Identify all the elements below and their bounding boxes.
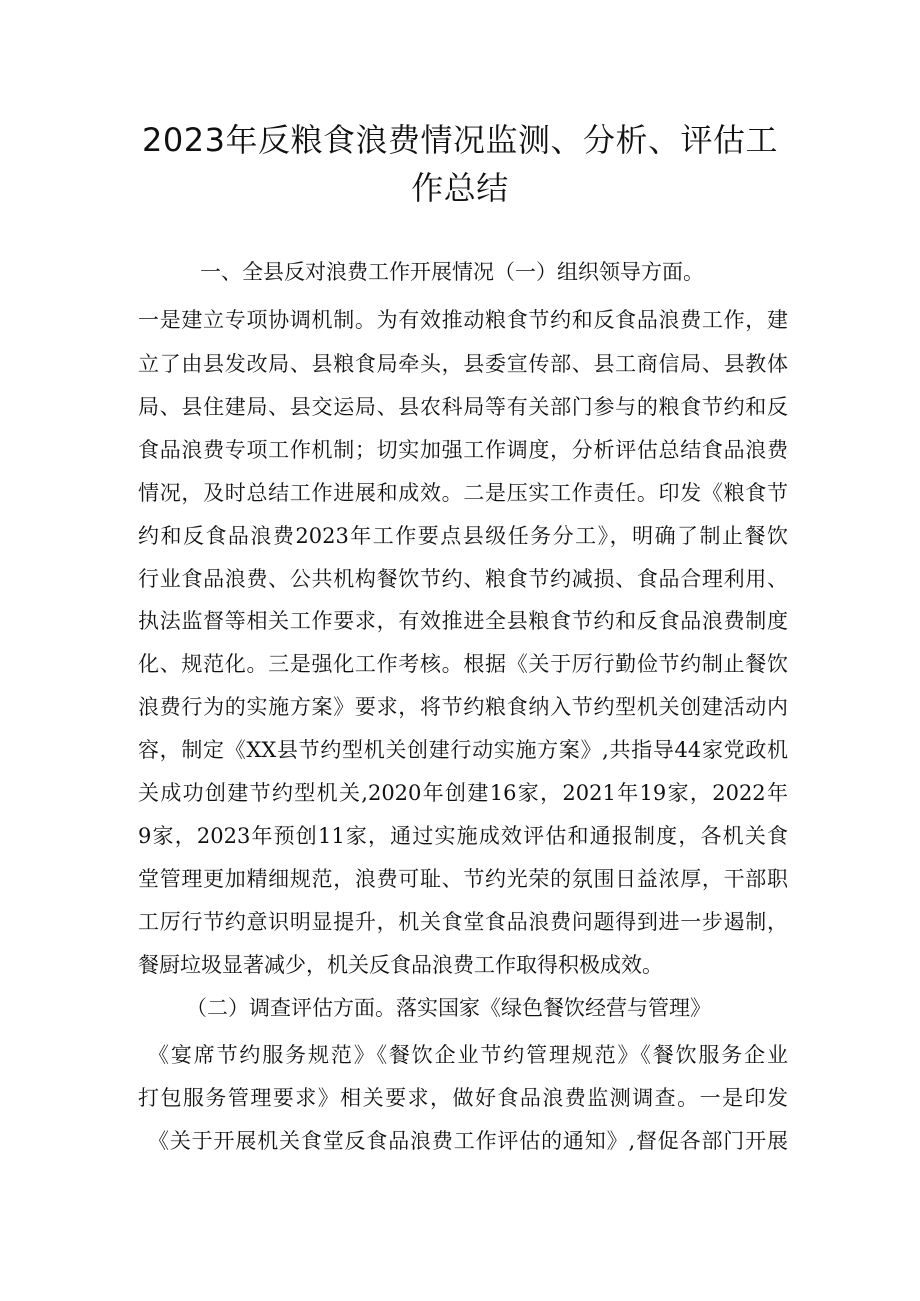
- paragraph-line: 食品浪费专项工作机制；切实加强工作调度，分析评估总结食品浪费: [138, 438, 788, 462]
- document-title-line-2: 作总结: [411, 169, 509, 207]
- paragraph-line: 情况，及时总结工作进展和成效。二是压实工作责任。印发《粮食节: [138, 481, 788, 505]
- paragraph-line: 工厉行节约意识明显提升，机关食堂食品浪费问题得到进一步遏制，: [138, 910, 788, 934]
- section-heading: （二）调查评估方面。落实国家《绿色餐饮经营与管理》: [186, 996, 711, 1020]
- paragraph-line: 行业食品浪费、公共机构餐饮节约、粮食节约减损、食品合理利用、: [138, 567, 788, 591]
- paragraph-line: 执法监督等相关工作要求，有效推进全县粮食节约和反食品浪费制度: [138, 609, 788, 633]
- paragraph-line: 打包服务管理要求》相关要求，做好食品浪费监测调查。一是印发: [138, 1086, 788, 1110]
- paragraph-line: 餐厨垃圾显著减少，机关反食品浪费工作取得积极成效。: [138, 953, 663, 977]
- paragraph-line: 局、县住建局、县交运局、县农科局等有关部门参与的粮食节约和反: [138, 395, 788, 419]
- paragraph-line: 化、规范化。三是强化工作考核。根据《关于厉行勤俭节约制止餐饮: [138, 652, 788, 676]
- paragraph-line: 约和反食品浪费2023年工作要点县级任务分工》，明确了制止餐饮: [138, 524, 788, 548]
- paragraph-line: 浪费行为的实施方案》要求，将节约粮食纳入节约型机关创建活动内: [138, 695, 788, 719]
- paragraph-line: 关成功创建节约型机关,2020年创建16家，2021年19家，2022年: [138, 781, 788, 805]
- paragraph-line: 9家，2023年预创11家，通过实施成效评估和通报制度，各机关食: [138, 824, 788, 848]
- paragraph-line: 《宴席节约服务规范》《餐饮企业节约管理规范》《餐饮服务企业: [148, 1043, 788, 1067]
- paragraph-line: 堂管理更加精细规范，浪费可耻、节约光荣的氛围日益浓厚，干部职: [138, 867, 788, 891]
- paragraph-line: 立了由县发改局、县粮食局牵头，县委宣传部、县工商信局、县教体: [138, 352, 788, 376]
- paragraph-line: 容，制定《XX县节约型机关创建行动实施方案》,共指导44家党政机: [138, 738, 788, 762]
- section-heading: 一、全县反对浪费工作开展情况（一）组织领导方面。: [200, 260, 704, 284]
- paragraph-line: 《关于开展机关食堂反食品浪费工作评估的通知》,督促各部门开展: [148, 1129, 788, 1153]
- document-title-line-1: 2023年反粮食浪费情况监测、分析、评估工: [142, 121, 778, 159]
- paragraph-line: 一是建立专项协调机制。为有效推动粮食节约和反食品浪费工作，建: [138, 308, 788, 332]
